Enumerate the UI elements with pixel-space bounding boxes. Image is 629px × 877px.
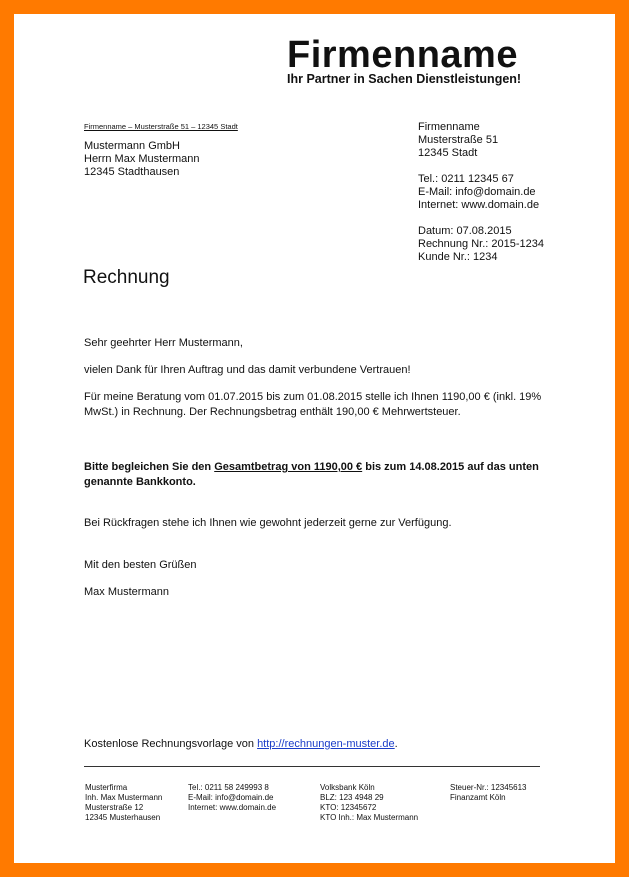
- footer-line: KTO Inh.: Max Mustermann: [320, 813, 419, 822]
- sender-return-address: Firmenname – Musterstraße 51 – 12345 Stadt: [84, 122, 238, 131]
- footer-line: Steuer-Nr.: 12345613: [450, 783, 527, 792]
- footer-line: Musterstraße 12: [85, 803, 144, 812]
- template-link[interactable]: http://rechnungen-muster.de: [257, 738, 395, 750]
- recipient-line: 12345 Stadthausen: [84, 166, 180, 178]
- footer-divider: [84, 766, 540, 767]
- footer-contact-column: [188, 783, 276, 813]
- payment-paragraph: [84, 460, 574, 490]
- sender-name: Firmenname: [418, 121, 480, 133]
- footer-tax-column: [450, 783, 527, 803]
- payment-text-pre: Bitte begleichen Sie den: [84, 461, 215, 473]
- sender-website: Internet: www.domain.de: [418, 199, 540, 211]
- footer-line: Tel.: 0211 58 249993 8: [188, 783, 269, 792]
- footer-line: Musterfirma: [85, 783, 128, 792]
- footer-line: KTO: 12345672: [320, 803, 377, 812]
- footer-line: Finanzamt Köln: [450, 793, 506, 802]
- template-note-end: .: [394, 738, 398, 750]
- recipient-address: [84, 140, 200, 179]
- sender-city: 12345 Stadt: [418, 147, 478, 159]
- footer-line: BLZ: 123 4948 29: [320, 793, 384, 802]
- recipient-line: Mustermann GmbH: [84, 140, 180, 152]
- footer-line: Inh. Max Mustermann: [85, 793, 163, 802]
- closing: Mit den besten Grüßen: [84, 559, 197, 571]
- footer-line: E-Mail: info@domain.de: [188, 793, 274, 802]
- sender-info-block: [418, 121, 544, 264]
- company-logo-name: Firmenname: [287, 34, 518, 76]
- footer-company-column: [85, 783, 162, 823]
- payment-text-post: bis zum 14.08.2015 auf das unten genannte Bankkonto.: [84, 461, 539, 488]
- sender-phone: Tel.: 0211 12345 67: [418, 173, 514, 185]
- footer-bank-column: [320, 783, 418, 823]
- details-paragraph: Für meine Beratung vom 01.07.2015 bis zum 01.08.2015 stelle ich Ihnen 1190,00 € (inkl. 19% MwSt.) in Rechnung. Der Rechnungsbetrag enthält 190,00 € Mehrwertsteuer.: [84, 391, 542, 418]
- payment-amount: Gesamtbetrag von 1190,00 €: [214, 461, 363, 473]
- sender-street: Musterstraße 51: [418, 134, 499, 146]
- footer-line: Volksbank Köln: [320, 783, 375, 792]
- invoice-date: Datum: 07.08.2015: [418, 225, 512, 237]
- recipient-line: Herrn Max Mustermann: [84, 153, 200, 165]
- footer-line: Internet: www.domain.de: [188, 803, 277, 812]
- template-note: [84, 737, 574, 752]
- salutation: Sehr geehrter Herr Mustermann,: [84, 337, 243, 349]
- thanks-paragraph: vielen Dank für Ihren Auftrag und das damit verbundene Vertrauen!: [84, 364, 411, 376]
- template-note-text: Kostenlose Rechnungsvorlage von: [84, 738, 258, 750]
- company-slogan: Ihr Partner in Sachen Dienstleistungen!: [287, 72, 522, 86]
- invoice-page: [14, 14, 615, 863]
- signature: Max Mustermann: [84, 586, 169, 598]
- invoice-number: Rechnung Nr.: 2015-1234: [418, 238, 544, 250]
- sender-email: E-Mail: info@domain.de: [418, 186, 536, 198]
- customer-number: Kunde Nr.: 1234: [418, 251, 498, 263]
- questions-paragraph: Bei Rückfragen stehe ich Ihnen wie gewohnt jederzeit gerne zur Verfügung.: [84, 517, 452, 529]
- footer-line: 12345 Musterhausen: [85, 813, 161, 822]
- document-title: Rechnung: [83, 267, 170, 288]
